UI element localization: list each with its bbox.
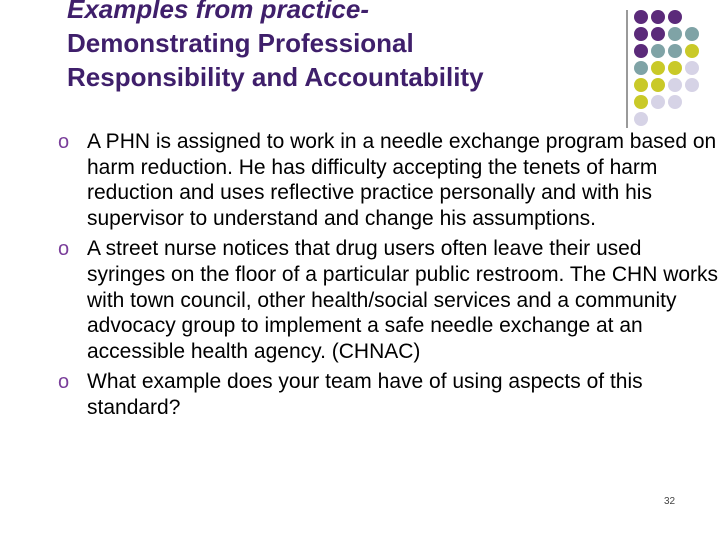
decor-dot bbox=[668, 61, 682, 75]
decor-dot bbox=[651, 10, 665, 24]
slide-title bbox=[67, 0, 627, 94]
decor-dot bbox=[651, 95, 665, 109]
decor-dot bbox=[634, 112, 648, 126]
decor-dot bbox=[634, 95, 648, 109]
decor-dot bbox=[634, 61, 648, 75]
bullet-text: A PHN is assigned to work in a needle exchange program based on harm reduction. He has difficulty accepting the tenets of harm reduction and uses reflective practice personally and with his supervisor to understand and change his assumptions. bbox=[87, 130, 717, 230]
decor-dot bbox=[685, 61, 699, 75]
bullet-text: A street nurse notices that drug users often leave their used syringes on the floor of a particular public restroom. The CHN works with town council, other health/social services and a community advocacy group to implement a safe needle exchange at an accessible health agency. (CHNAC) bbox=[87, 237, 719, 363]
decor-dot bbox=[668, 44, 682, 58]
title-line-2: Demonstrating Professional bbox=[67, 28, 414, 58]
bullet-marker: o bbox=[58, 371, 70, 394]
decor-dot bbox=[668, 78, 682, 92]
decor-dot bbox=[651, 44, 665, 58]
decor-dot bbox=[668, 27, 682, 41]
decor-dot bbox=[651, 78, 665, 92]
list-item bbox=[58, 129, 720, 231]
list-item bbox=[58, 369, 720, 420]
decor-dot bbox=[634, 78, 648, 92]
decor-dot bbox=[651, 27, 665, 41]
decor-dot bbox=[634, 10, 648, 24]
decor-dot bbox=[685, 27, 699, 41]
decor-dot bbox=[668, 95, 682, 109]
decor-dot bbox=[685, 44, 699, 58]
decor-dot bbox=[634, 44, 648, 58]
title-divider bbox=[626, 10, 628, 128]
decor-dot bbox=[651, 61, 665, 75]
decor-dot bbox=[685, 78, 699, 92]
bullet-list bbox=[58, 129, 720, 426]
decor-dot bbox=[634, 27, 648, 41]
title-line-3: Responsibility and Accountability bbox=[67, 62, 484, 92]
bullet-marker: o bbox=[58, 238, 70, 261]
decor-dot bbox=[668, 10, 682, 24]
bullet-marker: o bbox=[58, 131, 70, 153]
title-line-1: Examples from practice- bbox=[67, 0, 370, 24]
list-item bbox=[58, 236, 720, 364]
page-number: 32 bbox=[664, 496, 676, 507]
bullet-text: What example does your team have of using aspects of this standard? bbox=[87, 370, 643, 419]
